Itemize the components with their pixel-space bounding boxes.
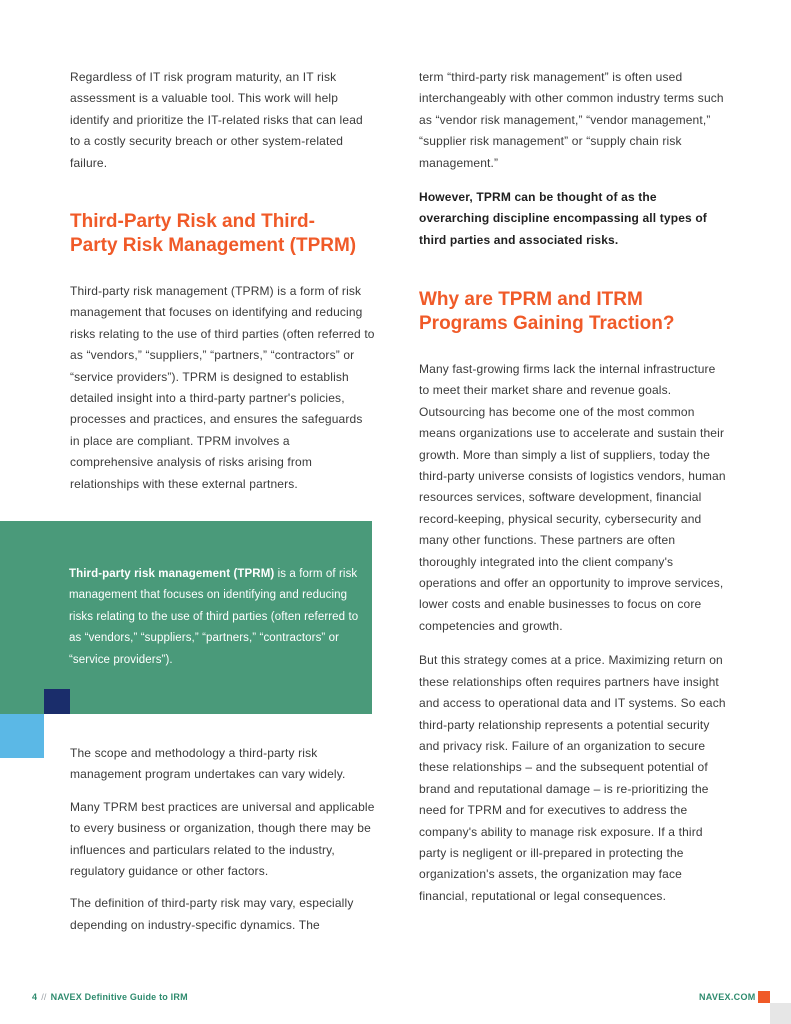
left-intro xyxy=(70,67,375,174)
left-lower xyxy=(70,743,375,936)
left-heading-wrap xyxy=(70,210,360,258)
page-number: 4 xyxy=(32,992,38,1002)
decorative-orange-square xyxy=(758,991,770,1003)
continued-paragraph: term “third-party risk management” is often used interchangeably with other common industry terms such as “vendor risk management,” “vendor management,” “supplier risk management” or “supply chain risk management.” xyxy=(419,70,724,170)
growth-paragraph: Many fast-growing firms lack the internal infrastructure to meet their market share and revenue goals. Outsourcing has become one of the most common means organizations use to accelerate and sustain their growth. More than simply a list of suppliers, today the third-party universe consists of logistics vendors, human resources services, software development, financial record-keeping, physical security, cybersecurity and many other functions. These partners are often thoroughly integrated into the client company's operations and offer an opportunity to improve services, lower costs and enable businesses to focus on core competencies and growth. xyxy=(419,362,726,633)
callout-bold-term: Third-party risk management (TPRM) xyxy=(69,568,275,580)
intro-paragraph: Regardless of IT risk program maturity, an IT risk assessment is a valuable tool. This work will help identify and prioritize the IT-related risks that can lead to a costly security breach or other system-related failure. xyxy=(70,70,363,170)
bold-paragraph: However, TPRM can be thought of as the overarching discipline encompassing all types of third parties and associated risks. xyxy=(419,190,707,247)
callout-body: is a form of risk management that focuses on identifying and reducing risks relating to the use of third parties (often referred to as “vendors,” “suppliers,” “partners,” “contractors” or “service providers”). xyxy=(69,568,359,666)
decorative-grey-corner xyxy=(770,1003,791,1024)
decorative-navy-square xyxy=(44,689,70,714)
right-top xyxy=(419,67,729,251)
scope-paragraph: The scope and methodology a third-party risk management program undertakes can vary widely. xyxy=(70,746,346,782)
price-paragraph: But this strategy comes at a price. Maximizing return on these relationships often requires partners have insight and access to operational data and IT systems. So each third-party relationship represents a potential security and privacy risk. Failure of an organization to secure these relationships – and the subsequent potential of brand and reputational damage – is re-prioritizing the need for TPRM and for executives to address the company's ability to manage risk exposure. If a third party is negligent or ill-prepared in protecting the organization's assets, the organization may face financial, reputational or legal consequences. xyxy=(419,653,726,903)
left-tprm xyxy=(70,281,375,495)
right-body xyxy=(419,359,729,907)
footer-separator: // xyxy=(41,992,47,1002)
decorative-blue-square xyxy=(0,714,44,758)
tprm-callout-box xyxy=(0,521,372,714)
footer-site-link[interactable]: NAVEX.COM xyxy=(699,992,756,1002)
section-heading-traction: Why are TPRM and ITRM Programs Gaining Traction? xyxy=(419,289,675,334)
callout-text xyxy=(69,564,359,671)
right-heading-wrap xyxy=(419,288,719,336)
tprm-paragraph: Third-party risk management (TPRM) is a form of risk management that focuses on identifying and reducing risks relating to the use of third parties (often referred to as “vendors,” “suppliers,” “partners,” “contractors” or “service providers”). TPRM is designed to establish detailed insight into a third-party partner's policies, processes and practices, and ensures the safeguards in place are compliant. TPRM involves a comprehensive analysis of risks arising from relationships with these external partners. xyxy=(70,284,375,491)
definition-paragraph: The definition of third-party risk may vary, especially depending on industry-specific dynamics. The xyxy=(70,896,354,932)
guide-title: NAVEX Definitive Guide to IRM xyxy=(50,992,188,1002)
footer-guide-label xyxy=(32,992,188,1002)
section-heading-tprm: Third-Party Risk and Third-Party Risk Management (TPRM) xyxy=(70,211,357,256)
best-practices-paragraph: Many TPRM best practices are universal and applicable to every business or organization, though there may be influences and particulars related to the industry, regulatory guidance or other factors. xyxy=(70,799,375,879)
